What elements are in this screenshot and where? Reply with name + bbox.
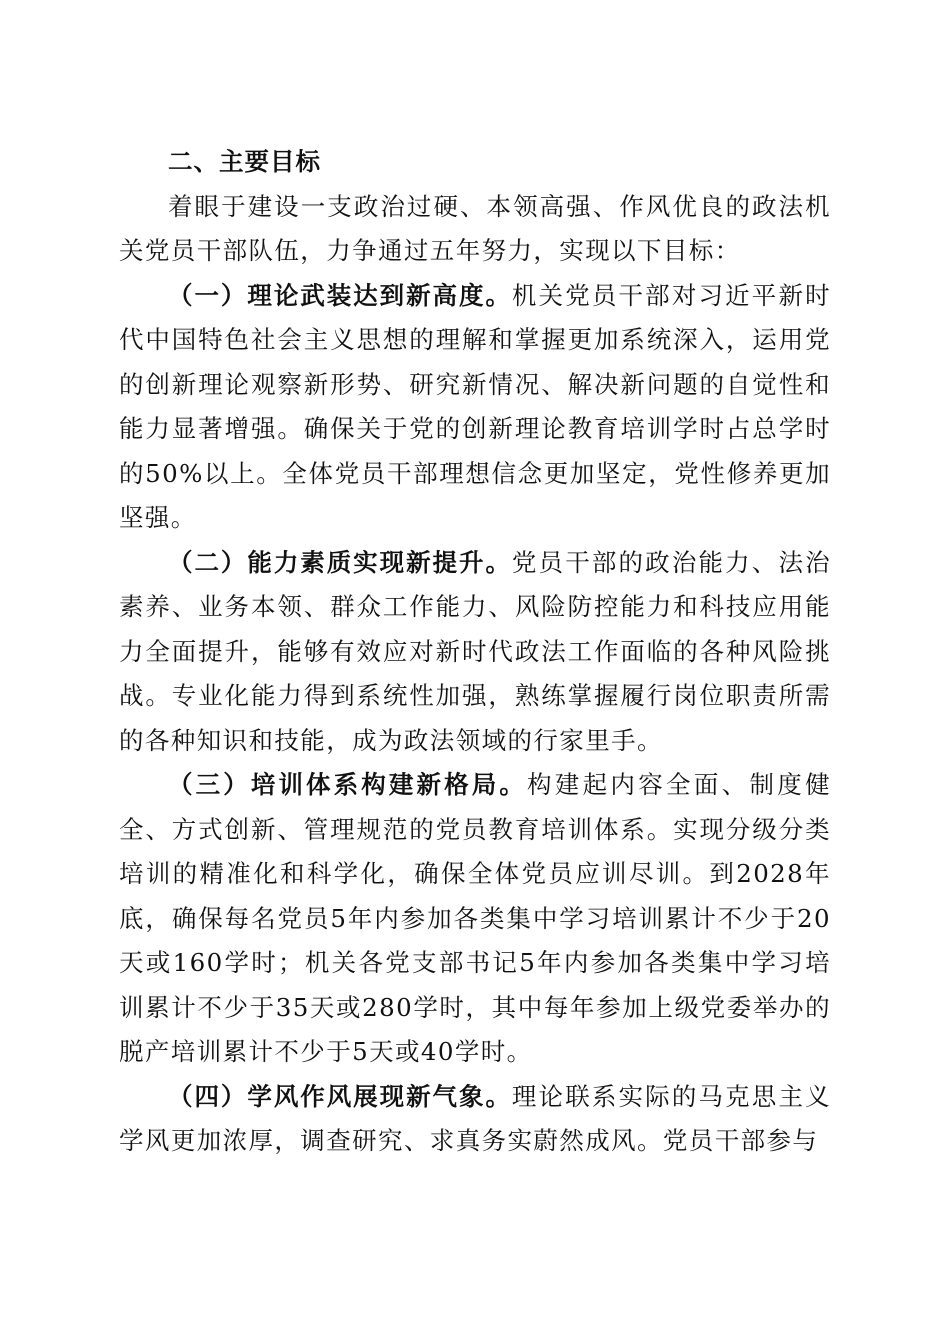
goal-lead-4: （四）学风作风展现新气象。	[168, 1081, 512, 1111]
intro-paragraph: 着眼于建设一支政治过硬、本领高强、作风优良的政法机关党员干部队伍，力争通过五年努力，实现以下目标：	[119, 191, 831, 265]
goal-body-3: 构建起内容全面、制度健全、方式创新、管理规范的党员教育培训体系。实现分级分类培训的精准化和科学化，确保全体党员应训尽训。到2028年底，确保每名党员5年内参加各类集中学习培训累计不少于20天或160学时；机关各党支部书记5年内参加各类集中学习培训累计不少于35天或280学时，其中每年参加上级党委举办的脱产培训累计不少于5天或40学时。	[119, 770, 831, 1066]
goal-body-1: 机关党员干部对习近平新时代中国特色社会主义思想的理解和掌握更加系统深入，运用党的创新理论观察新形势、研究新情况、解决新问题的自觉性和能力显著增强。确保关于党的创新理论教育培训学时占总学时的50%以上。全体党员干部理想信念更加坚定，党性修养更加坚强。	[119, 280, 831, 532]
goal-paragraph-2	[119, 541, 831, 764]
goal-paragraph-3	[119, 763, 831, 1075]
goal-lead-1: （一）理论武装达到新高度。	[168, 280, 512, 310]
goal-paragraph-1	[119, 274, 831, 541]
goal-body-2: 党员干部的政治能力、法治素养、业务本领、群众工作能力、风险防控能力和科技应用能力全面提升，能够有效应对新时代政法工作面临的各种风险挑战。专业化能力得到系统性加强，熟练掌握履行岗位职责所需的各种知识和技能，成为政法领域的行家里手。	[119, 547, 831, 755]
goal-lead-3: （三）培训体系构建新格局。	[168, 770, 527, 799]
goal-body-4: 理论联系实际的马克思主义学风更加浓厚，调查研究、求真务实蔚然成风。党员干部参与	[119, 1081, 831, 1155]
goal-paragraph-4	[119, 1075, 831, 1164]
document-body	[119, 140, 831, 1164]
section-heading: 二、主要目标	[168, 147, 321, 176]
goal-lead-2: （二）能力素质实现新提升。	[168, 547, 512, 577]
